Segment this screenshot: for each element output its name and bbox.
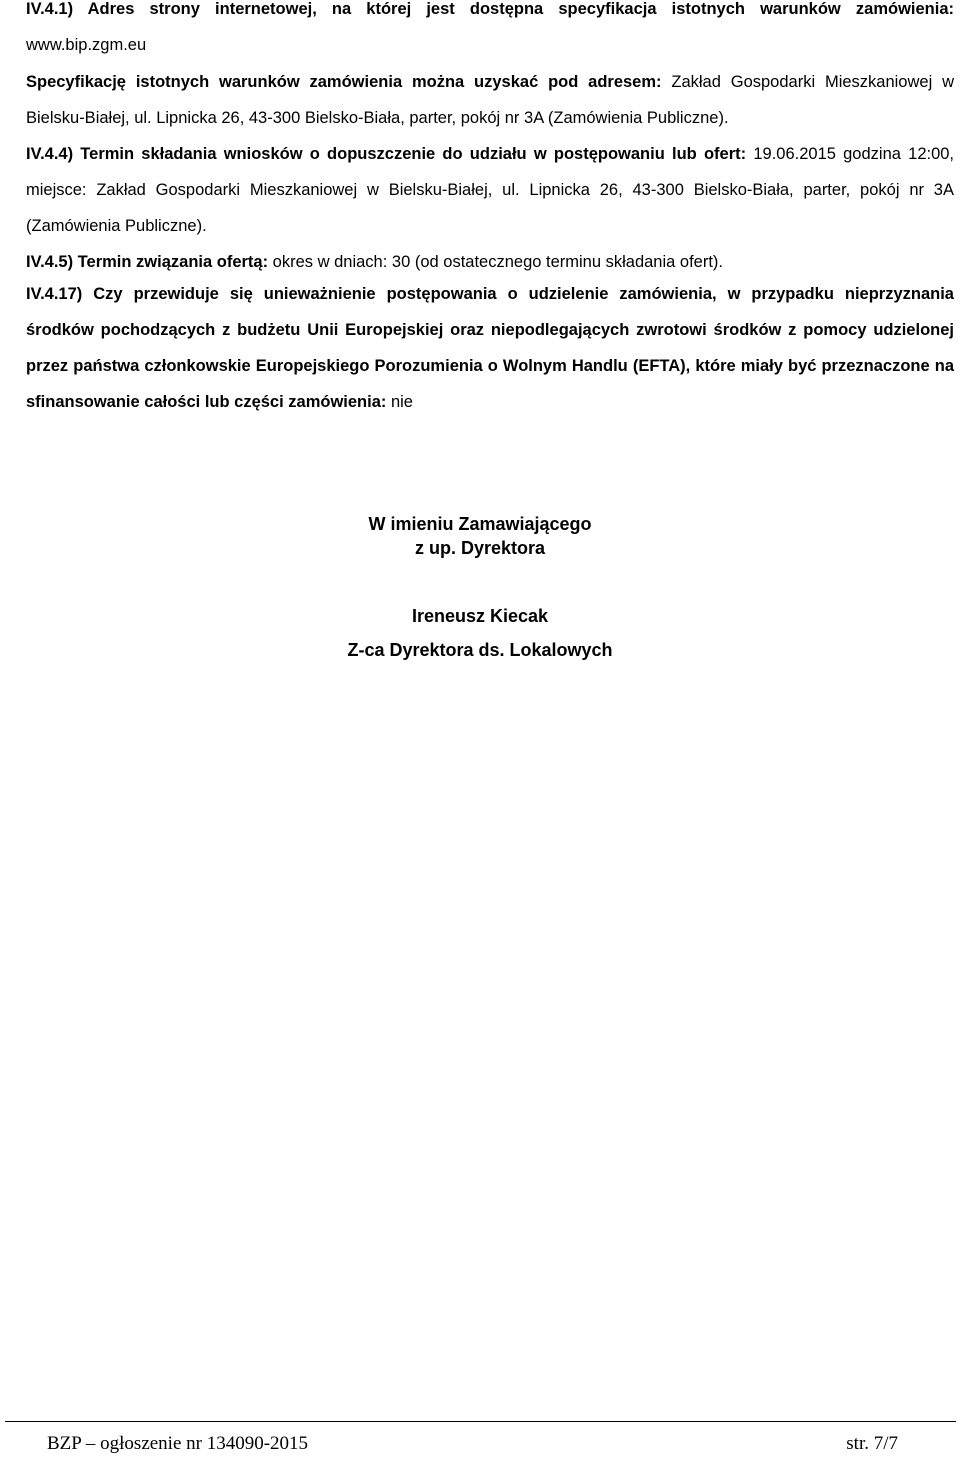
section-iv-4-5-value: okres w dniach: 30 (od ostatecznego terminu składania ofert).	[272, 253, 723, 271]
section-iv-4-1-label: IV.4.1) Adres strony internetowej, na której jest dostępna specyfikacja istotnych warunków zamówienia:	[26, 0, 954, 18]
footer-announcement-number: BZP – ogłoszenie nr 134090-2015	[47, 1433, 309, 1454]
section-iv-4-5-label: IV.4.5) Termin związania ofertą:	[26, 253, 269, 271]
spec-availability-label: Specyfikację istotnych warunków zamówienia można uzyskać pod adresem:	[26, 73, 662, 91]
section-iv-4-4	[26, 136, 954, 244]
section-iv-4-1	[26, 0, 954, 63]
signatory-position: Z-ca Dyrektora ds. Lokalowych	[347, 640, 613, 660]
section-iv-4-4-value: 19.06.2015 godzina 12:00, miejsce: Zakład Gospodarki Mieszkaniowej w Bielsku-Białej, ul. Lipnicka 26, 43-300 Bielsko-Biała, parter, pokój nr 3A (Zamówienia Publiczne).	[26, 145, 955, 235]
footer-page-number: str. 7/7	[846, 1433, 898, 1454]
section-iv-4-17-value: nie	[390, 393, 413, 411]
section-iv-4-5	[26, 244, 954, 280]
section-iv-4-1-value: www.bip.zgm.eu	[26, 36, 147, 54]
section-iv-4-4-label: IV.4.4) Termin składania wniosków o dopuszczenie do udziału w postępowaniu lub ofert:	[26, 145, 747, 163]
signature-line-2: z up. Dyrektora	[414, 538, 546, 558]
footer-divider	[5, 1421, 956, 1422]
signature-line-1: W imieniu Zamawiającego	[368, 514, 592, 534]
section-iv-4-17-label: IV.4.17) Czy przewiduje się unieważnienie postępowania o udzielenie zamówienia, w przypadku nieprzyznania środków pochodzących z budżetu Unii Europejskiej oraz niepodlegających zwrotowi środków z pomocy udzielonej przez państwa członkowskie Europejskiego Porozumienia o Wolnym Handlu (EFTA), które miały być przeznaczone na sfinansowanie całości lub części zamówienia:	[26, 285, 954, 411]
spec-availability	[26, 64, 954, 136]
section-iv-4-17	[26, 276, 954, 420]
signatory-name: Ireneusz Kiecak	[411, 606, 549, 626]
spec-availability-value: Zakład Gospodarki Mieszkaniowej w Bielsku-Białej, ul. Lipnicka 26, 43-300 Bielsko-Biała, parter, pokój nr 3A (Zamówienia Publiczne).	[26, 73, 954, 127]
